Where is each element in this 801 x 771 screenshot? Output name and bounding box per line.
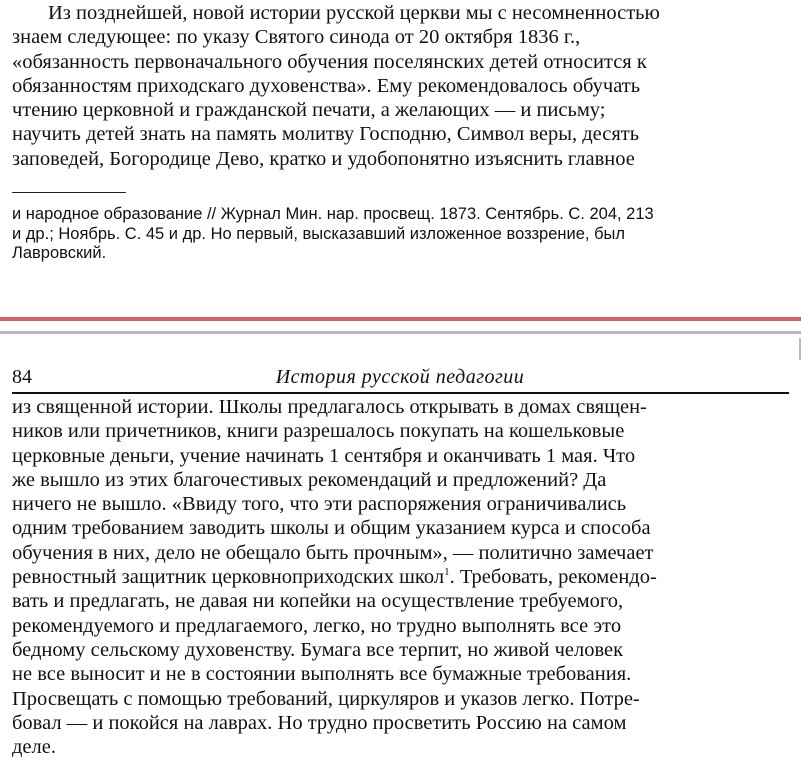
text-line: Из позднейшей, новой истории русской церкви мы с несомненностью: [48, 2, 660, 24]
text-line: обучения в них, дело не обещало быть прочным», — политично замечает: [12, 541, 654, 564]
text-line: одним требованием заводить школы и общим указанием курса и способа: [12, 517, 651, 540]
footnote-rule: [12, 192, 126, 193]
text-line: вать и предлагать, не давая ни копейки на осуществление требуемого,: [12, 590, 624, 613]
text-line: бедному сельскому духовенству. Бумага все терпит, но живой человек: [12, 638, 624, 661]
text-line: же вышло из этих благочестивых рекомендаций и предложений? Да: [12, 468, 607, 491]
current-page: [0, 334, 801, 771]
text-line: заповедей, Богородице Дево, кратко и удобопонятно изъяснить главное: [12, 147, 635, 170]
text-line: деле.: [12, 736, 56, 759]
text-line: Просвещать с помощью требований, циркуляров и указов легко. Потре-: [12, 687, 640, 710]
text-line: церковные деньги, учение начинать 1 сентября и оканчивать 1 мая. Что: [12, 444, 636, 467]
footnote-marker[interactable]: 1: [444, 566, 450, 579]
page-number: 84: [12, 366, 32, 388]
main-paragraph: [12, 395, 788, 759]
footnote-line: и народное образование // Журнал Мин. нар. просвещ. 1873. Сентябрь. С. 204, 213: [12, 205, 654, 223]
text-line: ников или причетников, книги разрешалось покупать на кошельковые: [12, 420, 625, 443]
text-line: обязанностям приходскаго духовенства». Ему рекомендовалось обучать: [12, 74, 641, 97]
top-paragraph: [12, 1, 788, 171]
text-line: бовал — и покойся на лаврах. Но трудно просветить Россию на самом: [12, 711, 627, 734]
text-line: рекомендуемого и предлагаемого, легко, но трудно выполнять все это: [12, 614, 622, 637]
text-segment: . Требовать, рекомендо-: [449, 566, 657, 589]
text-segment: ревностный защитник церковноприходских школ: [12, 566, 445, 589]
text-line: знаем следующее: по указу Святого синода от 20 октября 1836 г.,: [12, 26, 581, 49]
header-rule: [12, 392, 789, 394]
text-line-with-footnote: [12, 565, 788, 589]
text-line: ничего не вышло. «Ввиду того, что эти распоряжения ограничивались: [12, 493, 627, 516]
running-header: [12, 366, 788, 390]
page-break-separator: [0, 317, 801, 321]
running-title: История русской педагогии: [275, 366, 525, 388]
text-line: из священной истории. Школы предлагалось открывать в домах священ-: [12, 396, 647, 418]
previous-page-fragment: [0, 0, 801, 315]
footnote-line: и др.; Ноябрь. С. 45 и др. Но первый, высказавший изложенное воззрение, был: [12, 224, 626, 243]
footnote: [12, 205, 788, 264]
text-line: «обязанность первоначального обучения поселянских детей относится к: [12, 50, 647, 73]
text-line: не все выносит и не в состоянии выполнять все бумажные требования.: [12, 663, 632, 686]
text-line: научить детей знать на память молитву Господню, Символ веры, десять: [12, 123, 640, 146]
footnote-line: Лавровский.: [12, 244, 107, 262]
text-line: чтению церковной и гражданской печати, а желающих — и письму;: [12, 99, 606, 122]
